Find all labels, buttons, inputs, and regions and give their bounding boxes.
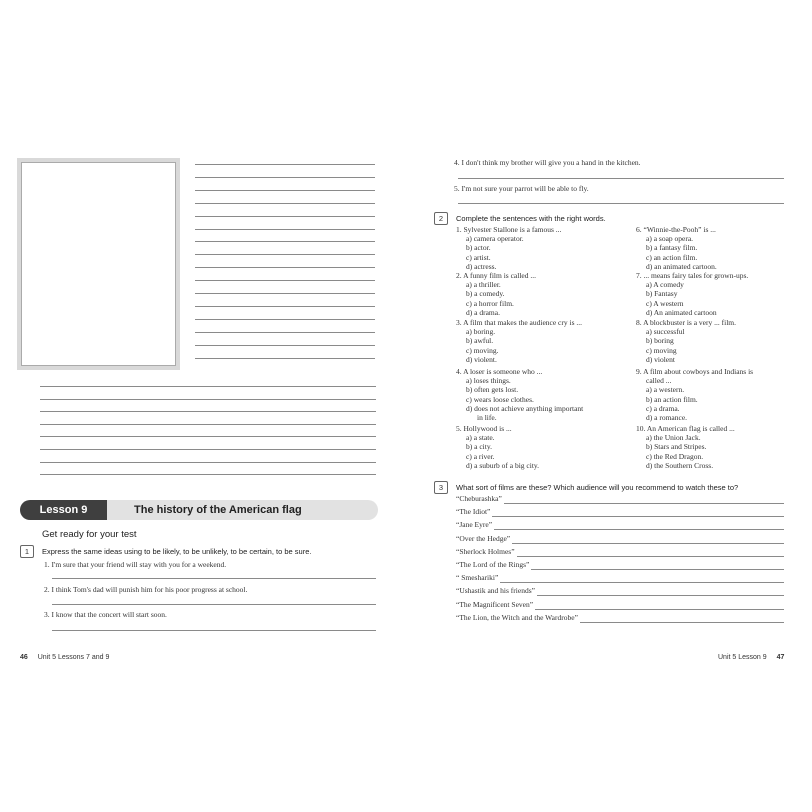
exercise-2-number: 2	[434, 212, 448, 225]
answer-option[interactable]: a) A comedy	[646, 280, 684, 290]
answer-option[interactable]: b) boring	[646, 336, 674, 346]
footer-section-left: Unit 5 Lessons 7 and 9	[37, 654, 110, 661]
writing-line[interactable]	[195, 293, 375, 294]
answer-option[interactable]: d) does not achieve anything important	[466, 403, 584, 413]
section-heading: Get ready for your test	[42, 529, 137, 540]
answer-option[interactable]: a) the Union Jack.	[646, 433, 701, 443]
film-title: “The Lord of the Rings”	[456, 560, 530, 569]
right-footer	[718, 654, 784, 661]
film-title: “ Smeshariki”	[456, 573, 499, 583]
multiple-choice-question	[636, 318, 736, 364]
writing-line[interactable]	[195, 190, 375, 191]
multiple-choice-question	[456, 271, 536, 317]
answer-option[interactable]: d) An animated cartoon	[646, 307, 717, 317]
writing-line[interactable]	[195, 203, 375, 204]
lesson-number-tag: Lesson 9	[20, 500, 107, 520]
answer-option[interactable]: b) Stars and Stripes.	[646, 442, 707, 452]
writing-line[interactable]	[195, 332, 375, 333]
photo-placeholder-frame	[17, 158, 180, 370]
film-title: “Jane Eyre”	[456, 520, 493, 530]
answer-option[interactable]: a) a state.	[466, 433, 495, 443]
answer-line[interactable]	[52, 578, 376, 579]
exercise-3-number: 3	[434, 481, 448, 494]
writing-line[interactable]	[40, 436, 376, 437]
answer-option[interactable]: c) moving	[646, 345, 677, 355]
writing-line[interactable]	[195, 164, 375, 165]
answer-option[interactable]: b) often gets lost.	[466, 385, 519, 395]
writing-line[interactable]	[195, 254, 375, 255]
answer-line[interactable]	[494, 529, 784, 530]
answer-option[interactable]: a) loses things.	[466, 376, 511, 386]
multiple-choice-question	[636, 225, 717, 271]
exercise-1-instruction: Express the same ideas using to be likely, to be unlikely, to be certain, to be sure.	[42, 547, 312, 556]
answer-option[interactable]: b) awful.	[466, 336, 494, 346]
writing-line[interactable]	[40, 399, 376, 400]
answer-line[interactable]	[580, 622, 784, 623]
footer-section-right: Unit 5 Lesson 9	[718, 654, 767, 661]
answer-option[interactable]: b) actor.	[466, 243, 491, 253]
answer-line[interactable]	[517, 556, 784, 557]
answer-option[interactable]: c) wears loose clothes.	[466, 394, 534, 404]
film-title: “Ushastik and his friends”	[456, 586, 535, 596]
answer-option[interactable]: c) a drama.	[646, 403, 680, 413]
exercise-3-instruction: What sort of films are these? Which audience will you recommend to watch these to?	[456, 483, 739, 492]
page-number-right: 47	[776, 654, 785, 661]
writing-line[interactable]	[40, 386, 376, 387]
answer-option[interactable]: c) moving.	[466, 345, 499, 355]
question-stem: 10. An American flag is called ...	[636, 424, 735, 433]
multiple-choice-question	[456, 225, 561, 271]
multiple-choice-question	[456, 424, 539, 470]
answer-line[interactable]	[512, 543, 784, 544]
multiple-choice-question	[636, 424, 735, 470]
answer-option[interactable]: b) a city.	[466, 442, 492, 452]
lesson-banner	[20, 500, 378, 520]
answer-option[interactable]: c) a river.	[466, 451, 495, 461]
writing-line[interactable]	[40, 424, 376, 425]
writing-line[interactable]	[195, 319, 375, 320]
answer-line[interactable]	[458, 178, 784, 179]
question-stem: 6. “Winnie-the-Pooh” is ...	[636, 225, 716, 234]
writing-line[interactable]	[40, 474, 376, 475]
writing-line[interactable]	[195, 229, 375, 230]
answer-line[interactable]	[52, 630, 376, 631]
answer-option[interactable]: d) actress.	[466, 261, 497, 271]
answer-option[interactable]: in life.	[477, 413, 497, 423]
exercise-1-item: 2. I think Tom's dad will punish him for his poor progress at school.	[44, 585, 248, 594]
answer-option[interactable]: c) A western	[646, 298, 684, 308]
question-stem: 9. A film about cowboys and Indians is	[636, 367, 754, 376]
question-stem: 2. A funny film is called ...	[456, 271, 536, 280]
answer-line[interactable]	[492, 516, 784, 517]
writing-line[interactable]	[40, 462, 376, 463]
answer-option[interactable]: b) a comedy.	[466, 289, 505, 299]
answer-line[interactable]	[500, 582, 784, 583]
answer-option[interactable]: d) violent.	[466, 354, 497, 364]
multiple-choice-question	[636, 367, 753, 422]
answer-option[interactable]: a) boring.	[466, 327, 496, 337]
answer-option[interactable]: c) a horror film.	[466, 298, 514, 308]
answer-option[interactable]: a) a western.	[646, 385, 685, 395]
answer-option[interactable]: d) violent	[646, 354, 675, 364]
question-stem: 4. A loser is someone who ...	[456, 367, 543, 376]
question-stem: 3. A film that makes the audience cry is ...	[456, 318, 583, 327]
writing-line[interactable]	[195, 216, 375, 217]
writing-line[interactable]	[40, 449, 376, 450]
writing-line[interactable]	[195, 345, 375, 346]
film-title: “The Lion, the Witch and the Wardrobe”	[456, 612, 578, 622]
exercise-2-instruction: Complete the sentences with the right words.	[456, 214, 606, 223]
film-title: “Over the Hedge”	[456, 533, 511, 543]
answer-option[interactable]: a) successful	[646, 327, 685, 337]
film-title: “Sherlock Holmes”	[456, 546, 515, 556]
multiple-choice-question	[456, 318, 582, 364]
answer-option[interactable]: a) a soap opera.	[646, 234, 694, 244]
exercise-1-number: 1	[20, 545, 34, 558]
question-stem: 7. ... means fairy tales for grown-ups.	[636, 271, 749, 280]
multiple-choice-question	[636, 271, 748, 317]
writing-line[interactable]	[195, 177, 375, 178]
question-stem: called ...	[646, 376, 672, 386]
page-number-left: 46	[20, 654, 28, 661]
answer-option[interactable]: a) a thriller.	[466, 280, 501, 290]
answer-option[interactable]: d) an animated cartoon.	[646, 261, 717, 271]
answer-option[interactable]: a) camera operator.	[466, 234, 524, 244]
writing-line[interactable]	[195, 306, 375, 307]
question-stem: 5. Hollywood is ...	[456, 424, 512, 433]
lesson-title: The history of the American flag	[107, 500, 378, 520]
answer-line[interactable]	[52, 604, 376, 605]
answer-option[interactable]: c) the Red Dragon.	[646, 451, 704, 461]
writing-line[interactable]	[195, 358, 375, 359]
answer-option[interactable]: d) a suburb of a big city.	[466, 460, 540, 470]
exercise-1-item-4: 4. I don't think my brother will give you a hand in the kitchen.	[454, 158, 641, 167]
writing-line[interactable]	[195, 267, 375, 268]
answer-line[interactable]	[531, 569, 784, 570]
answer-line[interactable]	[537, 595, 784, 596]
answer-option[interactable]: d) a drama.	[466, 307, 500, 317]
film-title: “The Magnificent Seven”	[456, 599, 534, 609]
question-stem: 8. A blockbuster is a very ... film.	[636, 318, 736, 327]
film-title: “The Idiot”	[456, 507, 491, 517]
answer-option[interactable]: d) a romance.	[646, 413, 688, 423]
answer-line[interactable]	[458, 203, 784, 204]
exercise-1-item: 3. I know that the concert will start soon.	[44, 610, 167, 619]
answer-option[interactable]: b) Fantasy	[646, 289, 678, 299]
writing-line[interactable]	[195, 280, 375, 281]
answer-option[interactable]: d) the Southern Cross.	[646, 460, 714, 470]
answer-line[interactable]	[535, 609, 784, 610]
exercise-1-item: 1. I'm sure that your friend will stay with you for a weekend.	[44, 560, 227, 569]
answer-option[interactable]: c) an action film.	[646, 252, 698, 262]
exercise-1-item-5: 5. I'm not sure your parrot will be able to fly.	[454, 184, 589, 193]
left-footer	[20, 654, 109, 661]
answer-line[interactable]	[504, 503, 784, 504]
writing-line[interactable]	[40, 411, 376, 412]
answer-option[interactable]: b) a fantasy film.	[646, 243, 698, 253]
answer-option[interactable]: c) artist.	[466, 252, 491, 262]
film-title: “Cheburashka”	[456, 494, 502, 503]
multiple-choice-question	[456, 367, 583, 422]
question-stem: 1. Sylvester Stallone is a famous ...	[456, 225, 562, 234]
writing-line[interactable]	[195, 241, 375, 242]
answer-option[interactable]: b) an action film.	[646, 394, 698, 404]
